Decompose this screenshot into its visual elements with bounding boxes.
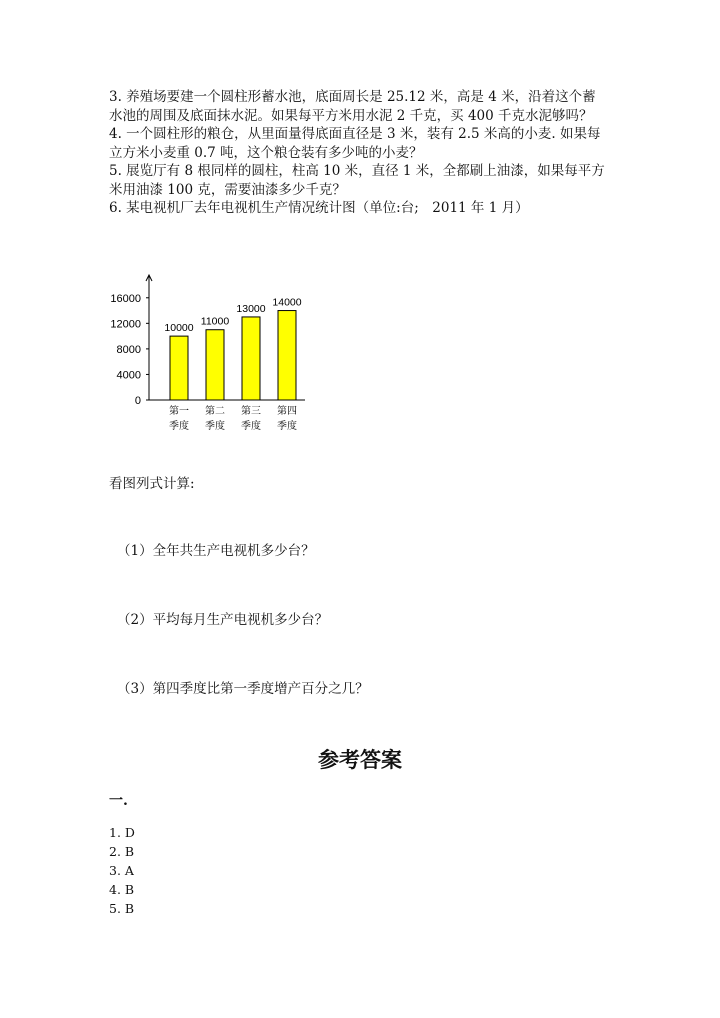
problem-5: 5. 展览厅有 8 根同样的圆柱，柱高 10 米，直径 1 米，全都刷上油漆，如果每平方米用油漆 100 克，需要油漆多少千克？ (109, 163, 605, 198)
category-label: 季度 (169, 421, 189, 432)
subquestion-3: （3）第四季度比第一季度增产百分之几？ (117, 681, 369, 697)
category-label: 季度 (241, 421, 261, 432)
problem-6: 6. 某电视机厂去年电视机生产情况统计图（单位:台; 2011 年 1 月） (109, 200, 529, 216)
bar (206, 330, 224, 400)
bar (278, 311, 296, 400)
answer-item: 1. D (109, 825, 135, 840)
data-label: 14000 (272, 296, 302, 309)
subquestion-1: （1）全年共生产电视机多少台？ (117, 543, 315, 559)
bar (242, 317, 260, 400)
data-label: 10000 (164, 322, 194, 335)
category-label: 季度 (205, 421, 225, 432)
answer-item: 3. A (109, 863, 134, 878)
answer-item: 4. B (109, 882, 135, 897)
y-tick-label: 12000 (110, 318, 141, 331)
subquestion-2: （2）平均每月生产电视机多少台？ (117, 612, 329, 628)
category-label: 第四 (277, 406, 297, 417)
y-tick-label: 8000 (116, 343, 141, 356)
answer-item: 5. B (109, 901, 135, 916)
data-label: 11000 (200, 315, 230, 328)
answer-item: 2. B (109, 844, 135, 859)
y-tick-label: 16000 (110, 292, 141, 305)
problem-3: 3. 养殖场要建一个圆柱形蓄水池，底面周长是 25.12 米，高是 4 米，沿着这个蓄水池的周围及底面抹水泥。如果每平方米用水泥 2 千克，买 400 千克水泥够吗？ (109, 89, 596, 124)
y-tick-label: 4000 (116, 369, 141, 382)
category-label: 第一 (169, 406, 189, 417)
problem-4: 4. 一个圆柱形的粮仓，从里面量得底面直径是 3 米，装有 2.5 米高的小麦. 如果每立方米小麦重 0.7 吨，这个粮仓装有多少吨的小麦？ (109, 126, 601, 161)
category-label: 第三 (241, 406, 261, 417)
category-label: 第二 (205, 406, 225, 417)
section-heading: 一. (109, 793, 128, 809)
y-tick-label: 0 (134, 395, 141, 407)
data-label: 13000 (236, 302, 266, 315)
calc-prompt: 看图列式计算: (109, 476, 195, 492)
answer-title: 参考答案 (318, 747, 402, 772)
category-label: 季度 (277, 421, 297, 432)
bar (170, 336, 188, 400)
problem-list (109, 88, 609, 218)
answer-list (109, 823, 135, 918)
bar-chart (100, 265, 340, 445)
